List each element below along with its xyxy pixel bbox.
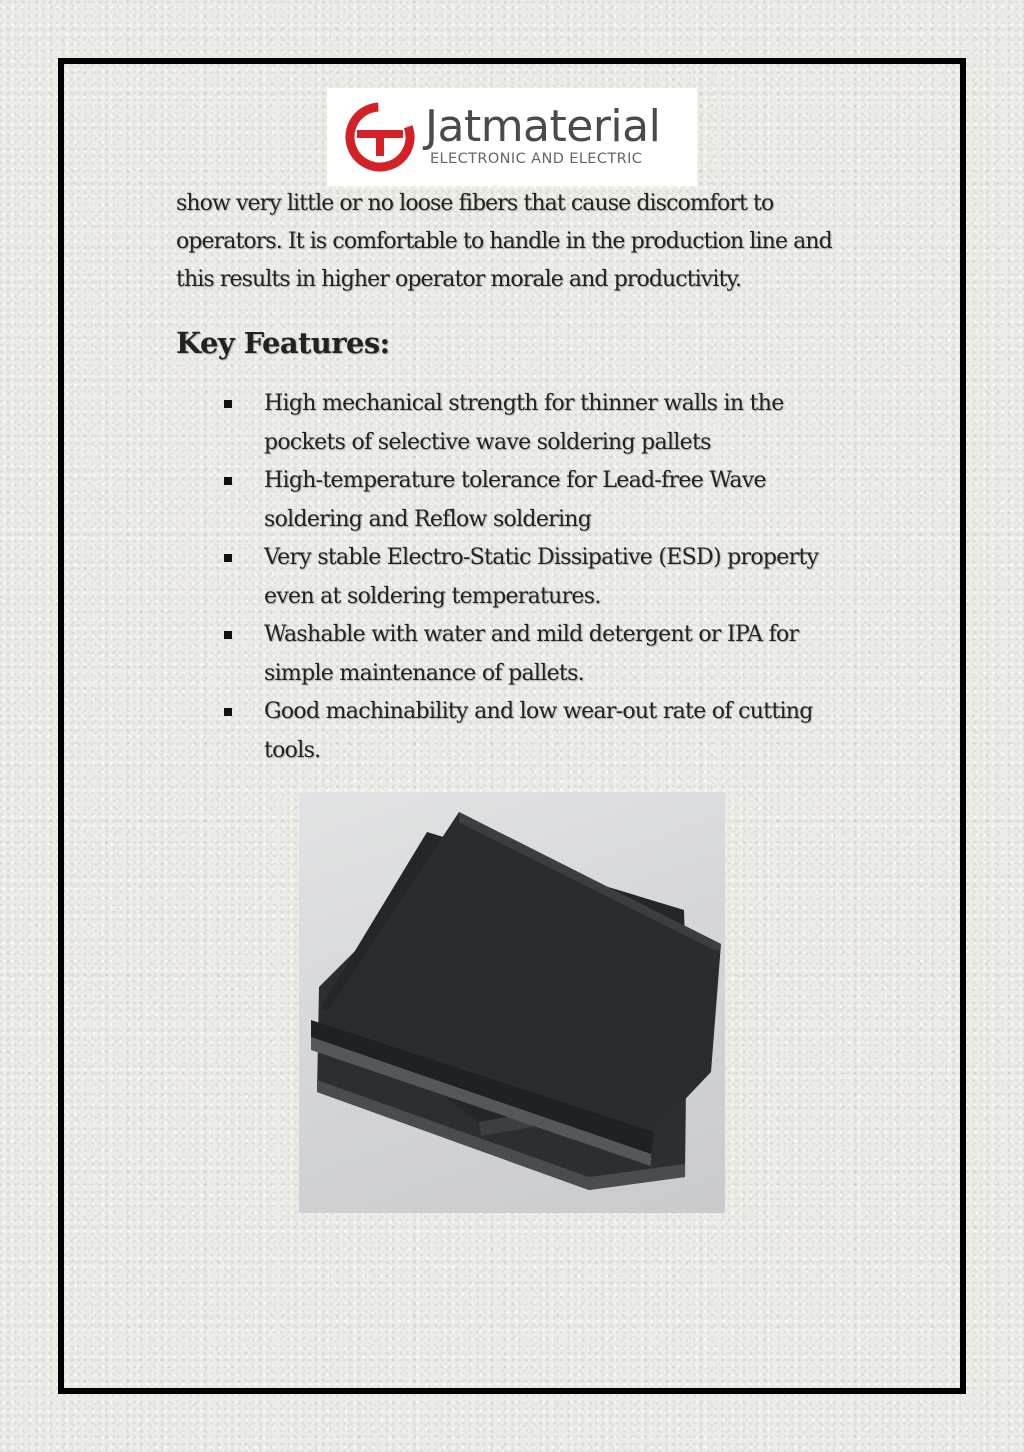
feature-item	[264, 539, 864, 616]
brand-logo	[327, 88, 697, 186]
feature-text: High-temperature tolerance for Lead-free Wave soldering and Reflow soldering	[264, 468, 766, 532]
square-bullet-icon	[224, 554, 232, 562]
square-bullet-icon	[224, 708, 232, 716]
feature-item	[264, 462, 864, 539]
intro-paragraph: show very little or no loose fibers that cause discomfort to operators. It is comfortable to handle in the production line and this results in higher operator morale and productivity.	[176, 191, 832, 292]
logo-tagline: ELECTRONIC AND ELECTRIC	[430, 151, 643, 167]
jatmaterial-logo-icon	[343, 100, 417, 174]
features-list	[176, 385, 864, 770]
feature-item	[264, 693, 864, 770]
key-features-heading: Key Features:	[176, 326, 390, 360]
feature-text: Very stable Electro-Static Dissipative (ESD) property even at soldering temperatures.	[264, 545, 819, 609]
square-bullet-icon	[224, 400, 232, 408]
feature-text: High mechanical strength for thinner walls in the pockets of selective wave soldering pallets	[264, 391, 784, 455]
black-sheets-photo-icon	[299, 792, 725, 1213]
logo-name: Jatmaterial	[425, 101, 661, 152]
product-photo	[299, 792, 725, 1213]
feature-item	[264, 616, 864, 693]
square-bullet-icon	[224, 631, 232, 639]
feature-item	[264, 385, 864, 462]
feature-text: Good machinability and low wear-out rate of cutting tools.	[264, 699, 813, 763]
document-content	[176, 185, 856, 770]
square-bullet-icon	[224, 477, 232, 485]
feature-text: Washable with water and mild detergent or IPA for simple maintenance of pallets.	[264, 622, 799, 686]
